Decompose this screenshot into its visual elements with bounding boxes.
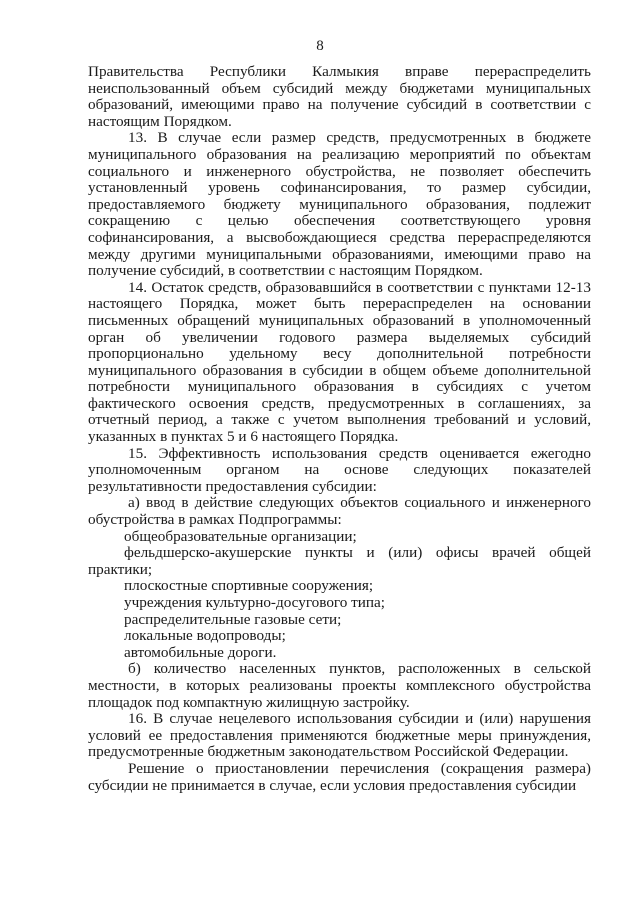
paragraph-15b: б) количество населенных пунктов, расположенных в сельской местности, в которых реализованы проекты комплексного обустройства площадок под компактную жилищную застройку.: [88, 660, 591, 711]
paragraph-15a: а) ввод в действие следующих объектов социального и инженерного обустройства в рамках Подпрограммы:: [88, 494, 591, 529]
paragraph-decision: Решение о приостановлении перечисления (сокращения размера) субсидии не принимается в случае, если условия предоставления субсидии: [88, 759, 591, 794]
list-item: плоскостные спортивные сооружения;: [124, 577, 374, 595]
page-number: 8: [316, 38, 324, 54]
list-item: общеобразовательные организации;: [124, 527, 357, 545]
list-item: локальные водопроводы;: [124, 627, 286, 645]
list-item: распределительные газовые сети;: [124, 610, 342, 628]
paragraph-15: 15. Эффективность использования средств оценивается ежегодно уполномоченным органом на основе следующих показателей результативности предоставления субсидии:: [88, 444, 591, 495]
list-item: фельдшерско-акушерские пункты и (или) офисы врачей общей практики;: [88, 544, 591, 578]
paragraph-16: 16. В случае нецелевого использования субсидии и (или) нарушения условий ее предоставления применяются бюджетные меры принуждения, предусмотренные бюджетным законодательством Российской Федерации.: [88, 710, 591, 761]
list-item: автомобильные дороги.: [124, 643, 277, 661]
document-body: [88, 64, 591, 794]
paragraph-13: 13. В случае если размер средств, предусмотренных в бюджете муниципального образования на реализацию мероприятий по объектам социального и инженерного обустройства, не позволяет обеспечить установленный уровень софинансирования, то размер субсидии, предоставляемого бюджету муниципального образования, подлежит сокращению с целью обеспечения соответствующего уровня софинансирования, а высвобождающиеся средства перераспределяются между другими муниципальными образованиями, имеющими право на получение субсидий, в соответствии с настоящим Порядком.: [88, 129, 591, 280]
list-item: учреждения культурно-досугового типа;: [124, 594, 386, 611]
paragraph-14: 14. Остаток средств, образовавшийся в соответствии с пунктами 12-13 настоящего Порядка, может быть перераспределен на основании письменных обращений муниципальных образований в уполномоченный орган об увеличении годового размера выделяемых субсидий пропорционально удельному весу дополнительной потребности муниципального образования в субсидии в общем объеме дополнительной потребности муниципального образования в субсидиях с учетом фактического освоения средств, предусмотренных в соглашениях, за отчетный период, а также с учетом выполнения требований и условий, указанных в пунктах 5 и 6 настоящего Порядка.: [88, 278, 591, 446]
paragraph-continued: Правительства Республики Калмыкия вправе перераспределить неиспользованный объем субсидий между бюджетами муниципальных образований, имеющими право на получение субсидий в соответствии с настоящим Порядком.: [88, 63, 591, 130]
